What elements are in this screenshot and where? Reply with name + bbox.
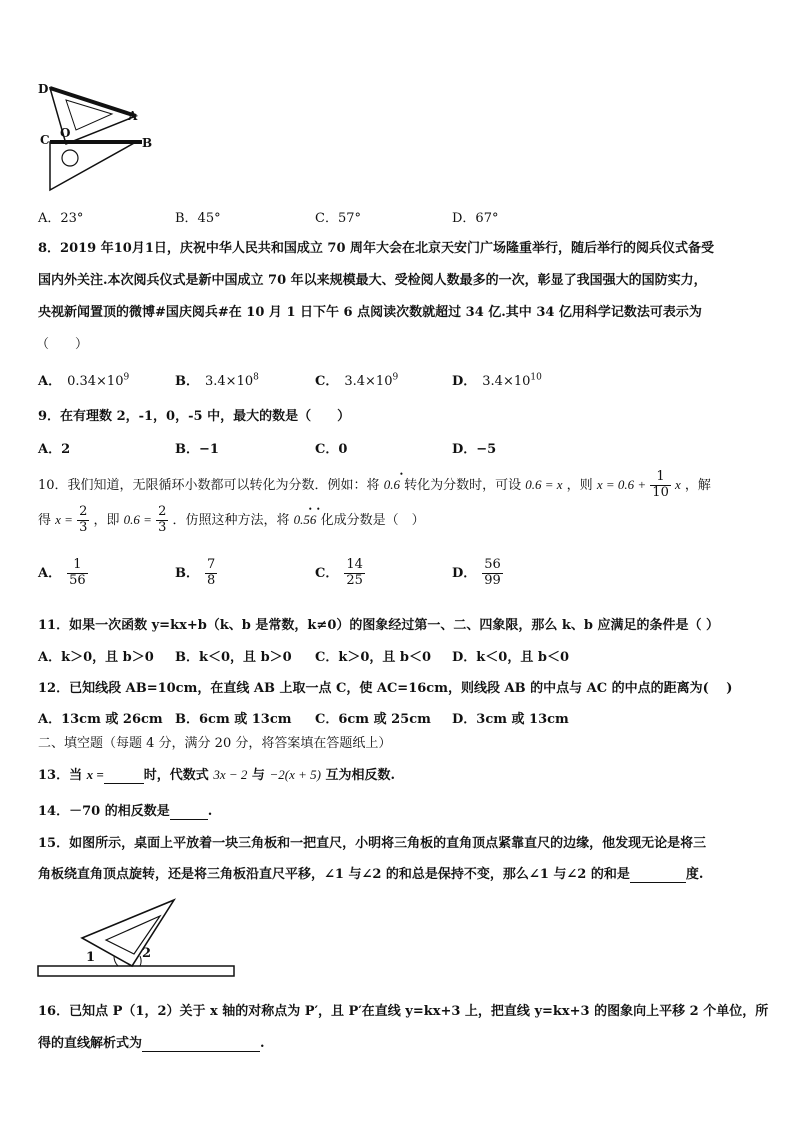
q12-option-b[interactable]: B．6cm 或 13cm — [175, 712, 292, 727]
q16-answer-blank[interactable] — [142, 1036, 260, 1052]
q15-line-1: 15．如图所示，桌面上平放着一块三角板和一把直尺，小明将三角板的直角顶点紧靠直尺的边缘，他发现无论是将三 — [38, 836, 707, 851]
repeating-decimal-2: 0.56 • • — [293, 503, 320, 527]
q7-option-b[interactable]: B．45° — [175, 211, 221, 226]
set-square-on-ruler-figure — [36, 894, 246, 984]
q11-option-c[interactable]: C．k＞0，且 b＜0 — [315, 650, 432, 665]
q15-line-2: 角板绕直角顶点旋转，还是将三角板沿直尺平移，∠1 与∠2 的和总是保持不变，那么∠1 与∠2 的和是 度. — [38, 867, 704, 882]
section-2-heading: 二、填空题（每题 4 分，满分 20 分，将答案填在答题纸上） — [38, 736, 392, 751]
angle-2-label: 2 — [142, 946, 152, 961]
q10-line-2: 得 x = $\frac{2}{3}$ ，即 0.6 = $\frac{2}{3}$ ．仿照这种方法，将 0.56 • • 化成分数是（ ） — [38, 503, 425, 535]
q7-option-d[interactable]: D．67° — [452, 211, 499, 226]
q10-option-c[interactable]: C． $\frac{14}{25}$ — [315, 557, 363, 588]
q7-option-c[interactable]: C．57° — [315, 211, 361, 226]
q11-option-b[interactable]: B．k＜0，且 b＞0 — [175, 650, 292, 665]
q7-option-a[interactable]: A．23° — [38, 211, 84, 226]
q8-option-c[interactable]: C． $3.4\times 10^9$ — [315, 372, 399, 389]
fraction-1-10: $\frac{1}{10}$ — [652, 469, 669, 500]
q12-stem: 12．已知线段 AB=10cm，在直线 AB 上取一点 C，使 AC=16cm，则线段 AB 的中点与 AC 的中点的距离为( ) — [38, 681, 733, 696]
label-d: D — [38, 82, 49, 96]
q8-line-3: 央视新闻置顶的微博#国庆阅兵#在 10 月 1 日下午 6 点阅读次数就超过 34 亿.其中 34 亿用科学记数法可表示为 — [38, 305, 702, 320]
q9-stem: 9．在有理数 2，-1，0，-5 中，最大的数是（ ） — [38, 409, 351, 424]
q9-option-a[interactable]: A．2 — [38, 442, 71, 457]
q11-option-d[interactable]: D．k＜0，且 b＜0 — [452, 650, 569, 665]
q11-option-a[interactable]: A．k＞0，且 b＞0 — [38, 650, 154, 665]
q8-line-1: 8．2019 年10月1日，庆祝中华人民共和国成立 70 周年大会在北京天安门广场隆重举行，随后举行的阅兵仪式备受 — [38, 241, 715, 256]
q8-answer-paren: （ ） — [36, 337, 89, 352]
q12-option-a[interactable]: A．13cm 或 26cm — [38, 712, 163, 727]
q10-option-a[interactable]: A． $\frac{1}{56}$ — [38, 557, 86, 588]
q16-line-2: 得的直线解析式为 . — [38, 1036, 265, 1051]
q10-option-d[interactable]: D． $\frac{56}{99}$ — [452, 557, 501, 588]
question-13: 13．当 x = 时，代数式 3x − 2 与 −2(x + 5) 互为相反数. — [38, 767, 396, 783]
fraction-2-3-b: $\frac{2}{3}$ — [158, 504, 167, 535]
q15-answer-blank[interactable] — [630, 867, 686, 883]
label-b: B — [142, 136, 153, 150]
q12-option-d[interactable]: D．3cm 或 13cm — [452, 712, 569, 727]
q8-option-d[interactable]: D． $3.4\times 10^{10}$ — [452, 372, 542, 389]
label-c: C — [40, 133, 50, 147]
q9-option-d[interactable]: D．−5 — [452, 442, 497, 457]
q10-option-b[interactable]: B． $\frac{7}{8}$ — [175, 557, 216, 588]
repeating-decimal-1: 0.6 • — [383, 468, 403, 492]
q9-option-c[interactable]: C．0 — [315, 442, 348, 457]
q16-line-1: 16．已知点 P（1，2）关于 x 轴的对称点为 P′，且 P′在直线 y=kx+3 上，把直线 y=kx+3 的图象向上平移 2 个单位，所 — [38, 1004, 769, 1019]
q9-option-b[interactable]: B．−1 — [175, 442, 219, 457]
q14-answer-blank[interactable] — [170, 804, 208, 820]
q8-option-a[interactable]: A． $0.34\times 10^9$ — [38, 372, 130, 389]
angle-1-label: 1 — [86, 950, 96, 965]
fraction-2-3-a: $\frac{2}{3}$ — [79, 504, 88, 535]
q8-line-2: 国内外关注.本次阅兵仪式是新中国成立 70 年以来规模最大、受检阅人数最多的一次，彰显了我国强大的国防实力， — [38, 273, 707, 288]
q10-line-1: 10．我们知道，无限循环小数都可以转化为分数．例如：将 0.6 • 转化为分数时，可设 0.6 = x ，则 x = 0.6 + $\frac{1}{10}$ x ，解 — [38, 468, 711, 500]
q13-answer-blank[interactable] — [104, 768, 144, 784]
question-14: 14．－70 的相反数是 . — [38, 804, 213, 819]
q12-option-c[interactable]: C．6cm 或 25cm — [315, 712, 431, 727]
label-a: A — [128, 109, 138, 123]
q11-stem: 11．如果一次函数 y=kx+b（k、b 是常数，k≠0）的图象经过第一、二、四象限，那么 k、b 应满足的条件是（ ） — [38, 618, 720, 633]
triangle-ruler-figure — [36, 82, 176, 192]
q8-option-b[interactable]: B． $3.4\times 10^8$ — [175, 372, 259, 389]
label-o: O — [60, 126, 71, 140]
